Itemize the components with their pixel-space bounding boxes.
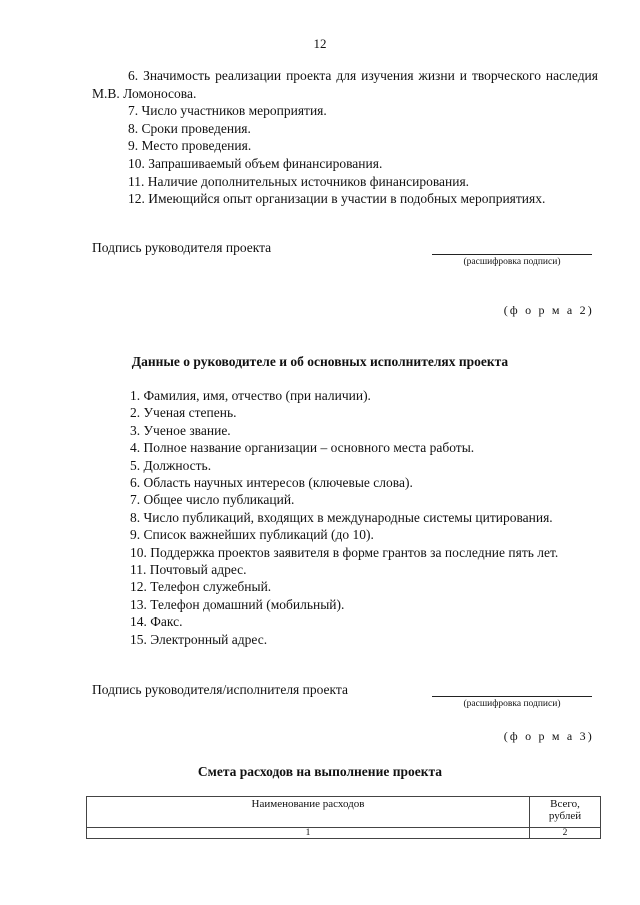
list-item: 11. Наличие дополнительных источников финансирования. <box>128 173 470 189</box>
list-item: 10. Поддержка проектов заявителя в форме грантов за последние пять лет. <box>130 544 559 560</box>
list-item: 1. Фамилия, имя, отчество (при наличии). <box>130 388 371 403</box>
list-item: 10. Запрашиваемый объем финансирования. <box>128 155 383 171</box>
signature-caption: (расшифровка подписи) <box>463 699 561 709</box>
budget-table <box>86 796 601 839</box>
page-number: 12 <box>313 36 327 51</box>
signature-label: Подпись руководителя/исполнителя проекта <box>92 682 348 697</box>
signature-caption: (расшифровка подписи) <box>463 257 561 267</box>
list-item: 14. Факс. <box>130 614 183 630</box>
table-header-row <box>87 797 601 828</box>
column-number-cell: 1 <box>87 828 530 839</box>
list-item: 12. Телефон служебный. <box>130 579 272 595</box>
list-item: 13. Телефон домашний (мобильный). <box>130 596 345 612</box>
list-item: 9. Место проведения. <box>128 138 252 154</box>
list-item: 2. Ученая степень. <box>130 405 237 421</box>
column-header-expense-name: Наименование расходов <box>87 797 530 828</box>
team-info-list <box>92 387 598 648</box>
section-title-team: Данные о руководителе и об основных исполнителях проекта <box>131 354 509 369</box>
project-info-list <box>92 67 598 208</box>
list-item: 12. Имеющийся опыт организации в участии в подобных мероприятиях. <box>128 191 546 207</box>
list-item: 4. Полное название организации – основного места работы. <box>130 440 475 456</box>
list-item: 3. Ученое звание. <box>130 422 231 438</box>
form-2-mark: (ф о р м а 2) <box>503 303 594 317</box>
list-item: 5. Должность. <box>130 457 212 473</box>
list-item: 15. Электронный адрес. <box>130 631 268 647</box>
list-item: 11. Почтовый адрес. <box>130 562 247 578</box>
list-item: 8. Сроки проведения. <box>128 120 251 136</box>
signature-label: Подпись руководителя проекта <box>92 240 272 255</box>
list-item: 6. Значимость реализации проекта для изучения жизни и творческого наследия М.В. Ломоносова. <box>92 68 598 101</box>
list-item: 6. Область научных интересов (ключевые слова). <box>130 475 413 491</box>
signature-line <box>432 696 592 697</box>
column-header-total: Всего, рублей <box>530 797 601 828</box>
list-item: 8. Число публикаций, входящих в международные системы цитирования. <box>130 509 553 525</box>
signature-line <box>432 254 592 255</box>
form-3-mark: (ф о р м а 3) <box>503 729 594 743</box>
list-item: 7. Общее число публикаций. <box>130 492 295 508</box>
column-number-cell: 2 <box>530 828 601 839</box>
list-item: 7. Число участников мероприятия. <box>128 103 327 119</box>
table-row <box>87 828 601 839</box>
list-item: 9. Список важнейших публикаций (до 10). <box>130 527 374 543</box>
section-title-budget: Смета расходов на выполнение проекта <box>197 764 443 779</box>
